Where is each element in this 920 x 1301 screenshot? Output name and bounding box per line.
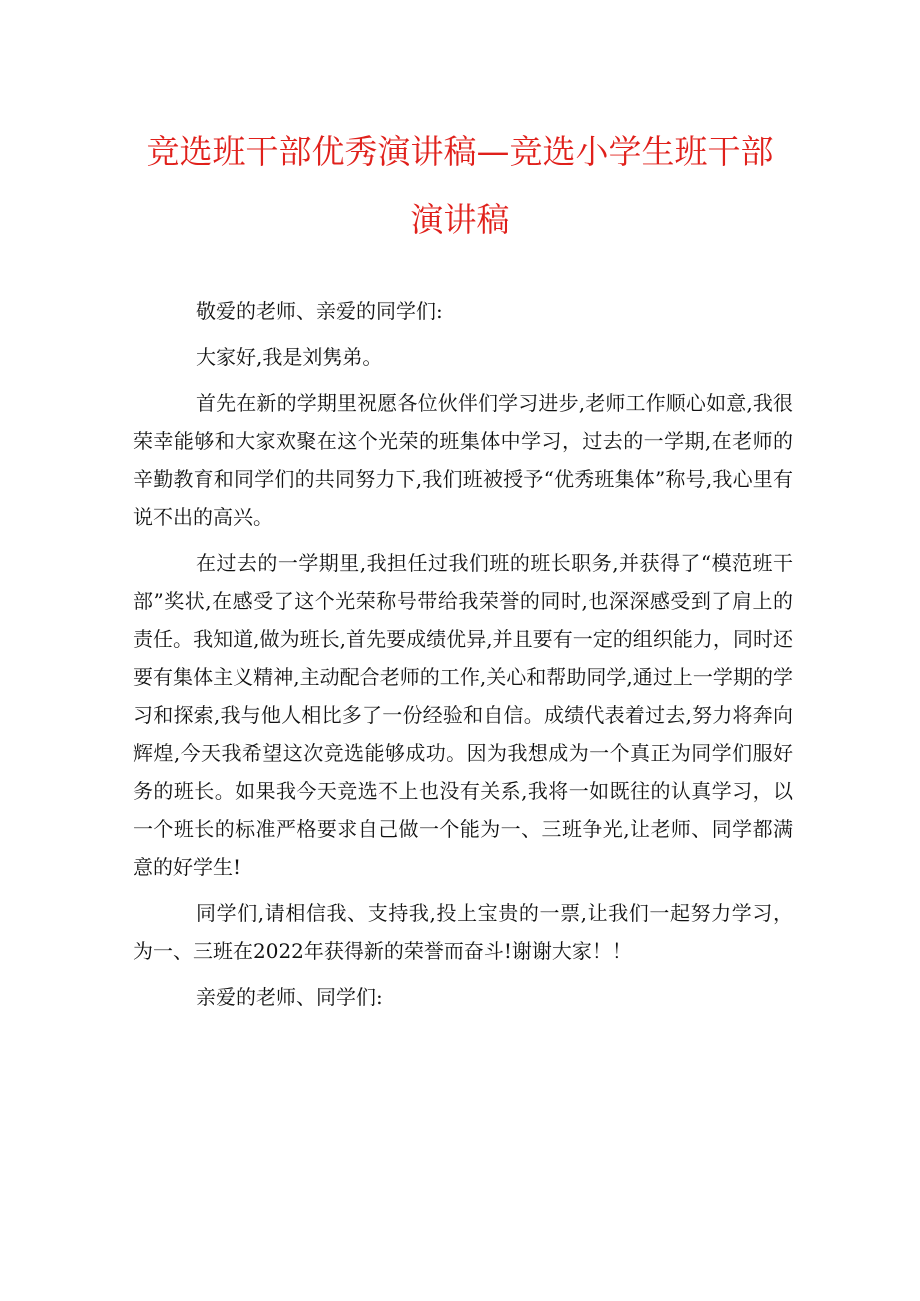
document-body — [133, 292, 793, 1024]
paragraph-introduction: 大家好,我是刘隽弟。 — [196, 345, 383, 369]
paragraph-experience: 在过去的一学期里,我担任过我们班的班长职务,并获得了“模范班干部”奖状,在感受了这个光荣称号带给我荣誉的同时,也深深感受到了肩上的责任。我知道,做为班长,首先要成绩优异,并且要有一定的组织能力，同时还要有集体主义精神,主动配合老师的工作,关心和帮助同学,通过上一学期的学习和探索,我与他人相比多了一份经验和自信。成绩代表着过去,努力将奔向辉煌,今天我希望这次竞选能够成功。因为我想成为一个真正为同学们服好务的班长。如果我今天竞选不上也没有关系,我将一如既往的认真学习，以一个班长的标准严格要求自己做一个能为一、三班争光,让老师、同学都满意的好学生! — [133, 551, 793, 879]
paragraph-appeal: 同学们,请相信我、支持我,投上宝贵的一票,让我们一起努力学习，为一、三班在2022年获得新的荣誉而奋斗!谢谢大家！！ — [133, 901, 793, 963]
paragraph-greeting: 敬爱的老师、亲爱的同学们: — [196, 299, 443, 323]
document-title-line-2: 演讲稿 — [410, 200, 510, 239]
paragraph-second-greeting: 亲爱的老师、同学们: — [196, 985, 383, 1009]
paragraph-wishes: 首先在新的学期里祝愿各位伙伴们学习进步,老师工作顺心如意,我很荣幸能够和大家欢聚在这个光荣的班集体中学习，过去的一学期,在老师的辛勤教育和同学们的共同努力下,我们班被授予“优秀班集体”称号,我心里有说不出的高兴。 — [133, 391, 793, 529]
document-title-line-1: 竞选班干部优秀演讲稿—竞选小学生班干部 — [146, 132, 774, 171]
